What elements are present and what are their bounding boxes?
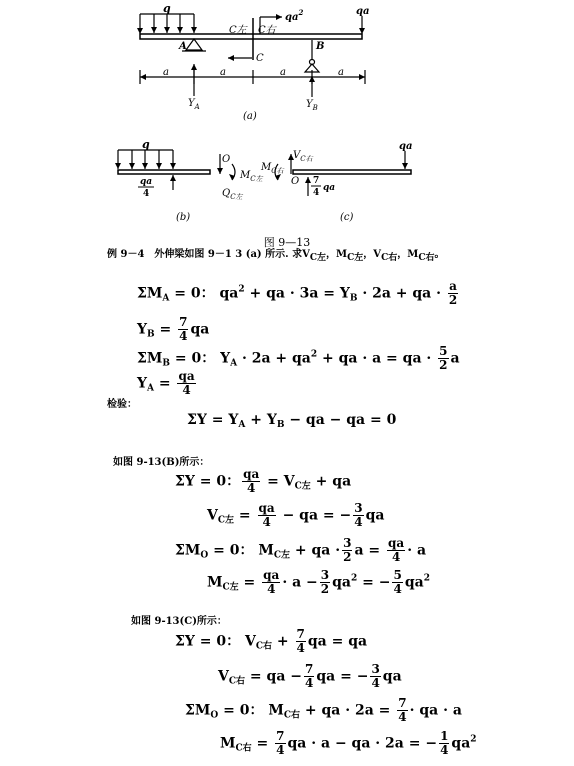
label-c-frac-den: 4 <box>313 188 320 198</box>
equation-b-sum-mo: $\Sigma M_O = 0$： $M_{C左}$ + qa · $\frac{3}{2}$ a = $\frac{qa}{4}$ · a <box>175 536 427 564</box>
label-qa2: $qa^2$ <box>285 8 304 23</box>
label-B: B <box>316 41 325 52</box>
check-label: 检验： <box>107 399 137 410</box>
dim-a-2: a <box>220 67 226 78</box>
equation-yb: $Y_B$ = $\frac{7}{4}$ qa <box>137 315 210 343</box>
figure-b-label: 如图 9-13(B)所示： <box>113 457 210 468</box>
label-b-q: q <box>142 140 150 151</box>
figure-a <box>0 0 574 125</box>
label-YA: $Y_A$ <box>188 98 200 111</box>
example-number: 例 9－4 <box>107 249 145 260</box>
label-fig-a: (a) <box>243 111 257 122</box>
label-fig-c: (c) <box>340 212 354 223</box>
dim-a-4: a <box>338 67 344 78</box>
equation-b-sum-y: ΣY = 0： $\frac{qa}{4}$ = $V_{C左}$ + qa <box>175 467 352 495</box>
equation-c-mc: $M_{C右}$ = $\frac{7}{4}$ qa · a − qa · 2a = − $\frac{1}{4}$ $qa^2$ <box>220 729 477 757</box>
label-c-qa: qa <box>399 141 413 152</box>
figure-b-c <box>0 140 574 230</box>
equation-c-sum-y: ΣY = 0： $V_{C右}$ + $\frac{7}{4}$ qa = qa <box>175 627 368 655</box>
label-c-Vc: $V_{C右}$ <box>293 150 313 163</box>
equation-b-vc: $V_{C左}$ = $\frac{qa}{4}$ − qa = − $\frac{3}{4}$ qa <box>207 501 385 529</box>
equation-check-sum-y: $\Sigma Y = Y_A + Y_B$ − qa − qa = 0 <box>187 412 397 430</box>
label-c-right: C右 <box>258 25 276 36</box>
figure-c-label: 如图 9-13(C)所示： <box>131 616 227 627</box>
label-c-O: O <box>291 176 300 187</box>
label-b-qa4-den: 4 <box>143 189 150 199</box>
label-b-Mc: $M_{C左}$ <box>240 170 263 183</box>
label-b-O: O <box>222 154 231 165</box>
label-A: A <box>179 41 187 52</box>
equation-ya: $Y_A$ = $\frac{qa}{4}$ <box>137 369 195 397</box>
label-c-frac-tail: qa <box>323 183 336 193</box>
dim-a-1: a <box>163 67 169 78</box>
label-c-frac-num: 7 <box>313 176 320 186</box>
label-YB: $Y_B$ <box>306 99 318 112</box>
label-C: C <box>256 53 264 64</box>
equation-c-sum-mo: $\Sigma M_O = 0$： $M_{C右}$ + qa · 2a = $\frac{7}{4}$ · qa · a <box>185 696 462 724</box>
example-heading: 例 9－4 外伸梁如图 9－1 3 (a) 所示. 求VC左，MC左，VC右，MC右。 <box>107 249 445 263</box>
label-b-Qc: $Q_{C左}$ <box>222 188 243 201</box>
label-c-Mc: $M_{C右}$ <box>261 162 284 175</box>
equation-sum-mb: $\Sigma M_B = 0$： $Y_A \cdot 2a + qa^2$ + qa · a = qa · $\frac{5}{2}$ a <box>137 344 460 372</box>
equation-c-vc: $V_{C右}$ = qa − $\frac{7}{4}$ qa = − $\frac{3}{4}$ qa <box>218 662 402 690</box>
dim-a-3: a <box>280 67 286 78</box>
label-qa-right: qa <box>356 6 370 17</box>
equation-sum-ma: $\Sigma M_A = 0$： $qa^2$ + qa · $3a = Y_B \cdot 2a$ + qa · $\frac{a}{2}$ <box>137 279 458 307</box>
label-fig-b: (b) <box>176 212 191 223</box>
example-text: 外伸梁如图 9－1 3 (a) 所示. 求V <box>154 249 310 260</box>
label-q: q <box>163 2 171 15</box>
figure-caption: 图 9—13 <box>263 236 311 249</box>
label-b-qa4-num: qa <box>140 177 153 187</box>
label-c-left: C左 <box>229 25 247 36</box>
equation-b-mc: $M_{C左}$ = $\frac{qa}{4}$ · a − $\frac{3}{2}$ $qa^2$ = − $\frac{5}{4}$ $qa^2$ <box>207 568 430 596</box>
